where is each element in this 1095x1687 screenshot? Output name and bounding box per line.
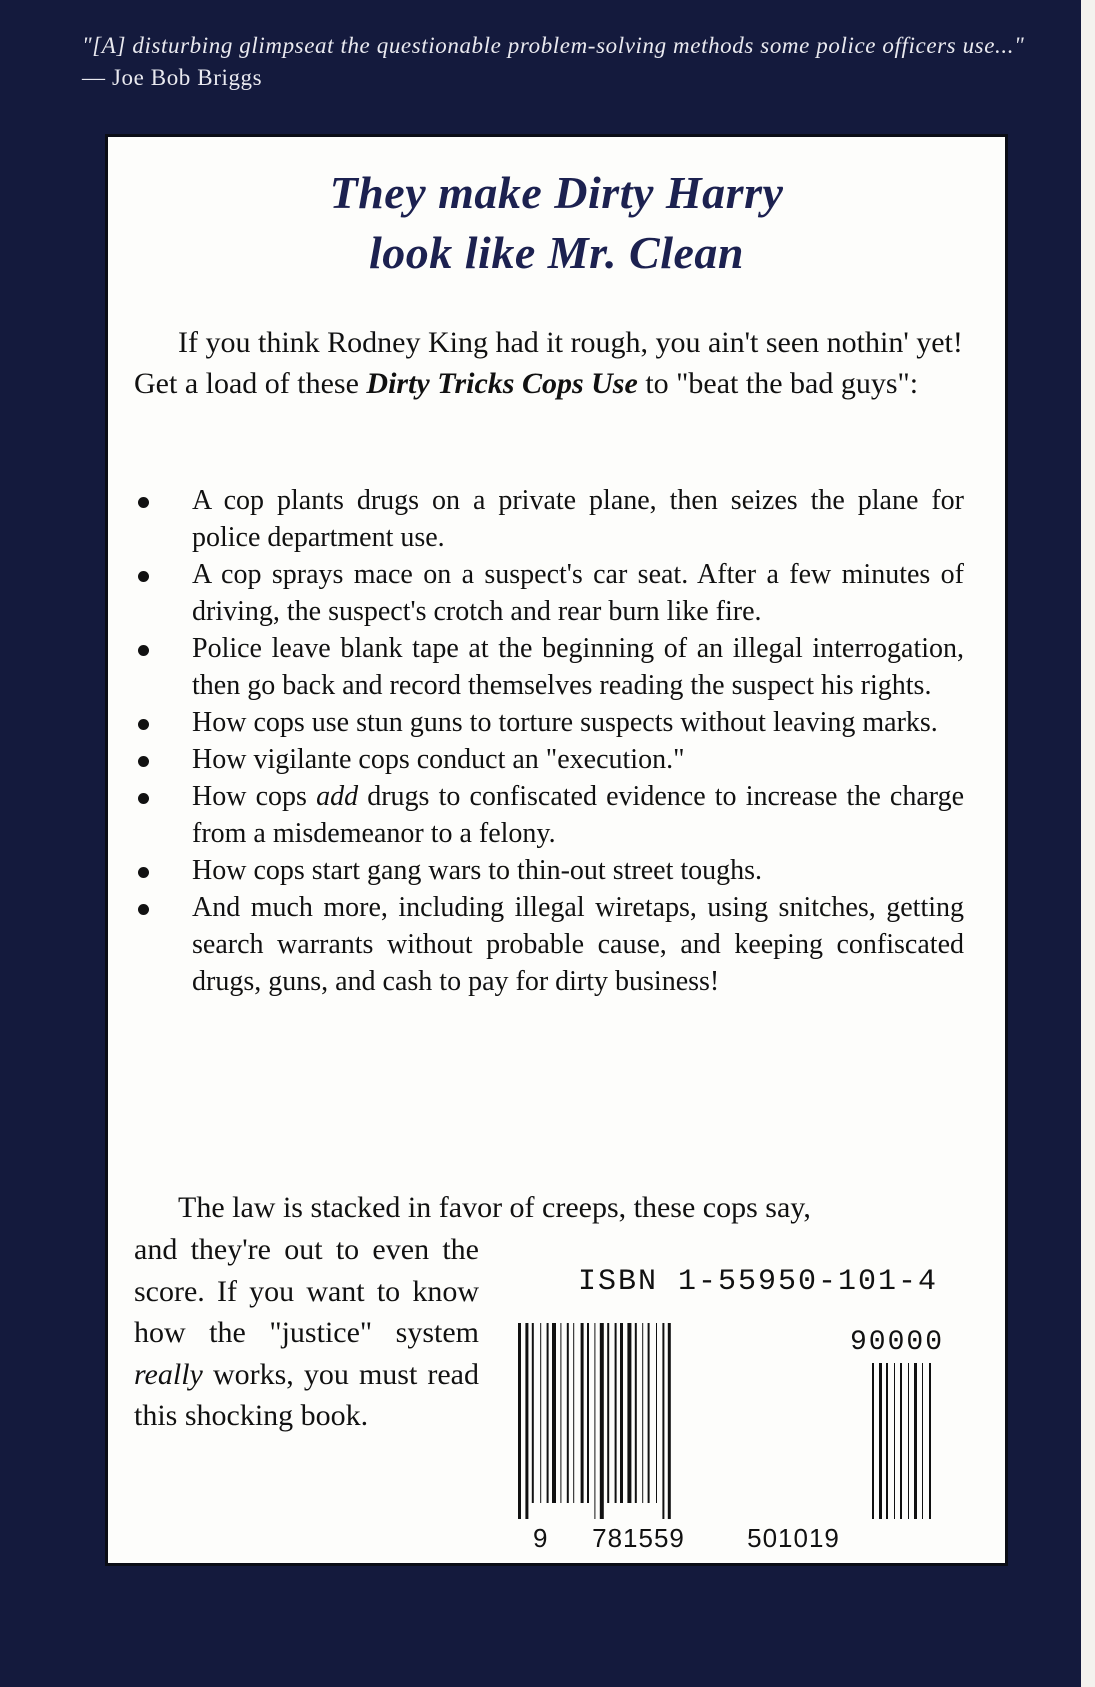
list-item: [134, 741, 964, 778]
isbn-number: ISBN 1-55950-101-4: [578, 1265, 939, 1299]
list-item-text-end: drugs to confiscated evidence to increase the charge from a misdemeanor to a felony.: [192, 781, 965, 849]
ean-digits: [533, 1523, 871, 1554]
description-panel: [105, 134, 1008, 1566]
barcode-addon-bar: [879, 1363, 882, 1519]
intro-text-end: to "beat the bad guys":: [637, 367, 919, 400]
bullet-icon: [138, 793, 149, 804]
barcode-bar: [635, 1323, 637, 1503]
bullet-icon: [138, 719, 149, 730]
list-item-text-start: How cops: [192, 781, 317, 812]
list-item: [134, 556, 964, 630]
barcode-bar: [656, 1323, 657, 1503]
review-attribution: — Joe Bob Briggs: [82, 65, 263, 90]
intro-book-title: Dirty Tricks Cops Use: [366, 367, 638, 400]
closing-emphasis: really: [134, 1357, 203, 1391]
barcode-bar: [615, 1323, 617, 1503]
barcode-bar: [567, 1323, 569, 1503]
barcode-bar: [540, 1323, 541, 1503]
list-item-text: And much more, including illegal wiretaps, using snitches, getting search warrants without probable cause, and keeping confiscated drugs, guns, and cash to pay for dirty business!: [192, 892, 964, 997]
barcode-bar: [600, 1323, 604, 1519]
barcode-bar: [581, 1323, 584, 1503]
list-item-text: A cop plants drugs on a private plane, then seizes the plane for police department use.: [192, 485, 964, 553]
barcode-bar: [662, 1323, 664, 1519]
barcode-bar: [573, 1323, 574, 1503]
closing-paragraph: [134, 1229, 479, 1437]
bullet-icon: [138, 497, 149, 508]
barcode-bar: [668, 1323, 671, 1519]
price-code: 90000: [850, 1327, 945, 1358]
closing-text-end: works, you must read this shocking book.: [134, 1357, 479, 1432]
headline: [108, 163, 1005, 283]
barcode-bar: [620, 1323, 623, 1503]
list-item-text: How vigilante cops conduct an "execution.": [192, 744, 685, 775]
tricks-list: [134, 482, 964, 1000]
list-item: [134, 889, 964, 1000]
barcode-bar: [594, 1323, 595, 1519]
bullet-icon: [138, 645, 149, 656]
list-item-text: How cops start gang wars to thin-out street toughs.: [192, 855, 763, 886]
barcode-bar: [518, 1323, 521, 1519]
list-item: [134, 630, 964, 704]
barcode-bar: [525, 1323, 528, 1519]
list-item-emphasis: add: [316, 781, 359, 812]
list-item: [134, 704, 964, 741]
review-quote: "[A] disturbing glimpseat the questionable problem-solving methods some police officers use...": [82, 33, 1025, 58]
list-item-text: A cop sprays mace on a suspect's car seat. After a few minutes of driving, the suspect's crotch and rear burn like fire.: [192, 559, 964, 627]
barcode-bar: [547, 1323, 549, 1503]
barcode-addon-bar: [929, 1363, 931, 1519]
barcode-addon-bar: [886, 1363, 888, 1519]
barcode-addon-bar: [900, 1363, 902, 1519]
barcode-bar: [648, 1323, 650, 1503]
bullet-icon: [138, 867, 149, 878]
barcode-bar: [552, 1323, 556, 1503]
barcode-bar: [627, 1323, 631, 1503]
bullet-icon: [138, 756, 149, 767]
barcode-bar: [587, 1323, 589, 1503]
barcode-addon-bar: [914, 1363, 917, 1519]
barcode-bar: [642, 1323, 643, 1503]
list-item: [134, 852, 964, 889]
barcode-bar: [532, 1323, 534, 1503]
bullet-icon: [138, 904, 149, 915]
barcode-addon-bar: [894, 1363, 895, 1519]
headline-line-1: They make Dirty Harry: [329, 167, 784, 218]
barcode-bar: [560, 1323, 561, 1503]
list-item: [134, 482, 964, 556]
barcode-bar: [607, 1323, 609, 1503]
list-item: [134, 778, 964, 852]
ean-lead-digit: 9: [533, 1523, 549, 1553]
barcode-addon-bar: [872, 1363, 874, 1519]
intro-paragraph: [134, 322, 964, 404]
closing-text-start: and they're out to even the score. If you want to know how the "justice" system: [134, 1233, 479, 1349]
list-item-text: Police leave blank tape at the beginning of an illegal interrogation, then go back and record themselves reading the suspect his rights.: [192, 633, 964, 701]
ean-right-digits: 501019: [747, 1523, 840, 1553]
list-item-text: How cops use stun guns to torture suspects without leaving marks.: [192, 707, 938, 738]
headline-line-2: look like Mr. Clean: [369, 227, 744, 278]
intro-text-start: If you think Rodney King had it rough, you ain't seen nothin' yet! Get a load of these: [134, 326, 963, 400]
review-blurb: [82, 30, 1042, 94]
closing-first-line: The law is stacked in favor of creeps, these cops say,: [178, 1191, 811, 1224]
ean-left-digits: 781559: [592, 1523, 685, 1553]
barcode-addon-bar: [922, 1363, 923, 1519]
barcode-addon-bar: [908, 1363, 909, 1519]
page-edge: [1081, 0, 1095, 1687]
bullet-icon: [138, 571, 149, 582]
